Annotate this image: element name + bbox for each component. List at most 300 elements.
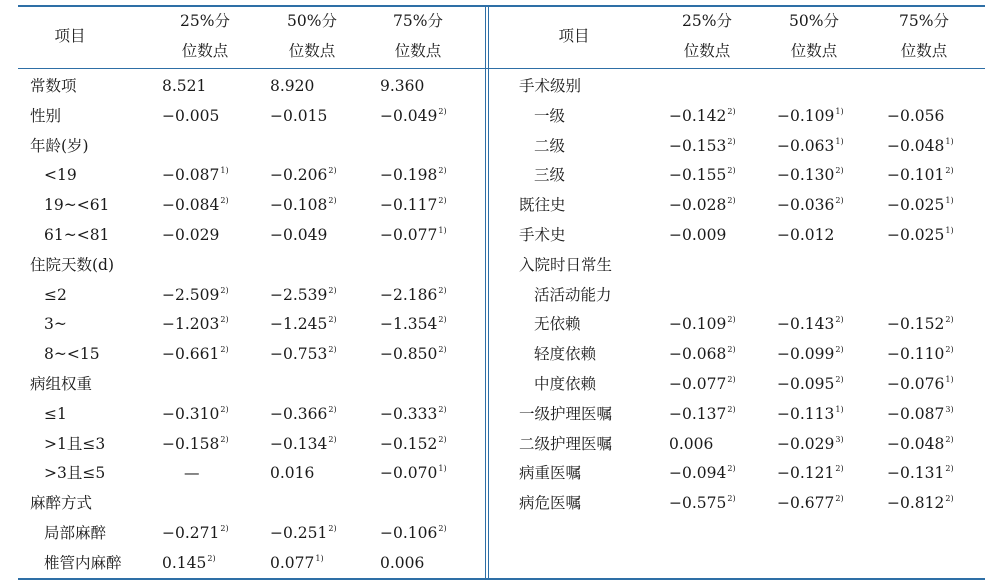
significance-note: 2) <box>328 196 337 206</box>
row-label: 麻醉方式 <box>30 494 93 513</box>
value-cell-q50 <box>270 71 315 101</box>
significance-note: 1) <box>945 375 954 384</box>
value-number: −0.077 <box>669 375 727 393</box>
header-q25-line2: 位数点 <box>181 42 229 60</box>
significance-note: 1) <box>835 404 844 414</box>
significance-note: 1) <box>945 226 954 235</box>
table-row <box>489 160 1000 190</box>
table-row <box>0 518 485 548</box>
significance-note: 2) <box>220 524 229 533</box>
significance-note: 1) <box>835 136 844 146</box>
value-cell-q75 <box>887 429 954 459</box>
row-label: 既往史 <box>519 196 566 215</box>
value-cell-q75 <box>887 101 945 131</box>
value-cell-q75 <box>380 339 447 369</box>
row-label: ≤2 <box>44 285 67 304</box>
table-row <box>0 548 485 578</box>
right-header <box>489 6 1000 68</box>
value-number: −0.029 <box>777 434 835 453</box>
value-cell-q75 <box>380 548 425 578</box>
header-item: 项目 <box>558 27 590 45</box>
value-number: −0.110 <box>887 345 945 364</box>
value-number: −0.251 <box>270 524 328 542</box>
value-cell-q25 <box>669 309 736 339</box>
row-label: 三级 <box>534 166 566 185</box>
significance-note: 2) <box>438 434 447 444</box>
value-number: −0.677 <box>777 494 835 513</box>
significance-note: 2) <box>945 464 954 474</box>
value-cell-q50 <box>270 309 337 339</box>
value-cell-q75 <box>380 458 447 488</box>
significance-note: 2) <box>438 285 447 295</box>
value-number: −0.025 <box>887 226 945 244</box>
value-cell-q50 <box>270 399 337 429</box>
significance-note: 2) <box>945 345 954 355</box>
table-row <box>0 429 485 459</box>
value-number: −0.076 <box>887 375 945 393</box>
value-number: −1.203 <box>162 315 220 334</box>
value-cell-q25 <box>669 190 736 220</box>
value-cell-q75 <box>887 190 954 220</box>
value-cell-q25 <box>162 131 163 161</box>
value-cell-q50 <box>270 488 271 518</box>
value-cell-q25 <box>669 369 736 399</box>
significance-note: 2) <box>727 315 736 325</box>
value-cell-q50 <box>270 548 324 578</box>
significance-note: 2) <box>438 106 447 116</box>
value-cell-q50 <box>270 429 337 459</box>
value-cell-q50 <box>777 458 844 488</box>
value-number: −0.048 <box>887 434 945 453</box>
value-number: −0.095 <box>777 375 835 393</box>
value-number: −0.109 <box>777 106 835 125</box>
value-cell-q25 <box>162 280 229 310</box>
table-row <box>489 458 1000 488</box>
significance-note: 2) <box>328 285 337 295</box>
table-row <box>0 190 485 220</box>
value-cell-q25 <box>669 250 670 280</box>
table-row <box>489 309 1000 339</box>
table-row <box>489 280 1000 310</box>
value-cell-q50 <box>270 160 337 190</box>
value-cell-q75 <box>887 220 954 250</box>
value-cell-q25 <box>162 488 163 518</box>
table-row <box>489 250 1000 280</box>
significance-note: 2) <box>727 464 736 474</box>
significance-note: 1) <box>438 226 447 235</box>
header-q75-line2: 位数点 <box>900 42 948 60</box>
value-number: −0.850 <box>380 345 438 364</box>
significance-note: 2) <box>438 404 447 414</box>
row-label: 轻度依赖 <box>534 345 597 364</box>
value-cell-q50 <box>777 190 844 220</box>
table-row <box>0 220 485 250</box>
value-number: −2.539 <box>270 285 328 304</box>
value-cell-q50 <box>777 160 844 190</box>
value-number: −0.025 <box>887 196 945 215</box>
row-label: <19 <box>44 166 77 185</box>
row-label: 一级护理医嘱 <box>519 404 613 423</box>
value-cell-q25 <box>669 131 736 161</box>
significance-note: 2) <box>207 553 216 563</box>
value-number: −0.056 <box>887 106 945 125</box>
row-label: 住院天数(d) <box>30 255 115 274</box>
value-number: −0.108 <box>270 196 328 215</box>
significance-note: 2) <box>835 494 844 504</box>
row-label: 61~<81 <box>44 226 110 244</box>
row-label: 中度依赖 <box>534 375 597 393</box>
significance-note: 3) <box>835 434 844 444</box>
significance-note: 2) <box>727 136 736 146</box>
table-row <box>489 101 1000 131</box>
significance-note: 1) <box>835 106 844 116</box>
row-label: 无依赖 <box>534 315 581 334</box>
header-item: 项目 <box>54 27 86 45</box>
table-row <box>0 369 485 399</box>
value-number: 0.006 <box>669 434 714 453</box>
value-number: −1.354 <box>380 315 438 334</box>
header-q25-line2: 位数点 <box>683 42 731 60</box>
value-number: −0.015 <box>270 106 328 125</box>
value-number: −0.121 <box>777 464 835 483</box>
significance-note: 2) <box>727 166 736 176</box>
significance-note: 2) <box>945 315 954 325</box>
significance-note: 2) <box>438 196 447 206</box>
header-q75-line2: 位数点 <box>394 42 442 60</box>
value-number: −0.206 <box>270 166 328 185</box>
value-cell-q50 <box>777 309 844 339</box>
row-label: 8~<15 <box>44 345 100 364</box>
significance-note: 2) <box>328 434 337 444</box>
row-label: ≤1 <box>44 404 67 423</box>
table-row <box>489 369 1000 399</box>
value-number: −0.152 <box>380 434 438 453</box>
value-cell-q75 <box>380 71 425 101</box>
significance-note: 2) <box>328 524 337 533</box>
row-label: 性别 <box>30 106 62 125</box>
significance-note: 2) <box>835 166 844 176</box>
value-cell-q25 <box>669 220 727 250</box>
value-cell-q25 <box>669 71 670 101</box>
row-label: 病重医嘱 <box>519 464 582 483</box>
significance-note: 1) <box>945 136 954 146</box>
significance-note: 2) <box>835 345 844 355</box>
value-number: −0.099 <box>777 345 835 364</box>
value-cell-q50 <box>270 220 328 250</box>
value-number: −0.084 <box>162 196 220 215</box>
value-number: −0.048 <box>887 136 945 155</box>
row-label: 一级 <box>534 106 566 125</box>
row-label: 手术史 <box>519 226 566 244</box>
header-q50-line2: 位数点 <box>288 42 336 60</box>
significance-note: 2) <box>438 345 447 355</box>
value-cell-q75 <box>380 429 447 459</box>
value-number: −0.028 <box>669 196 727 215</box>
value-cell-q50 <box>270 369 271 399</box>
value-cell-q50 <box>270 339 337 369</box>
table-row <box>0 250 485 280</box>
significance-note: 2) <box>328 345 337 355</box>
value-number: −0.077 <box>380 226 438 244</box>
value-number: −0.575 <box>669 494 727 513</box>
table-row <box>489 220 1000 250</box>
value-number: 8.521 <box>162 77 207 95</box>
value-number: −0.753 <box>270 345 328 364</box>
value-cell-q25 <box>669 280 670 310</box>
value-cell-q25 <box>162 339 229 369</box>
value-cell-q50 <box>777 369 844 399</box>
value-cell-q25 <box>162 369 163 399</box>
value-cell-q50 <box>777 399 844 429</box>
row-label: 二级护理医嘱 <box>519 434 613 453</box>
center-divider <box>485 5 486 580</box>
value-number: −0.070 <box>380 464 438 483</box>
significance-note: 2) <box>835 196 844 206</box>
value-number: 0.145 <box>162 553 207 572</box>
significance-note: 2) <box>220 345 229 355</box>
value-cell-q75 <box>380 369 381 399</box>
value-cell-q75 <box>887 369 954 399</box>
significance-note: 2) <box>835 375 844 384</box>
value-number: −0.142 <box>669 106 727 125</box>
value-cell-q25 <box>162 160 229 190</box>
significance-note: 2) <box>727 494 736 504</box>
value-cell-q75 <box>380 220 447 250</box>
value-number: −0.049 <box>380 106 438 125</box>
value-cell-q75 <box>887 458 954 488</box>
row-label: 二级 <box>534 136 566 155</box>
table-row <box>0 101 485 131</box>
value-cell-q75 <box>380 280 447 310</box>
header-q25-line1: 25%分 <box>180 12 230 30</box>
significance-note: 2) <box>438 524 447 533</box>
table-row <box>489 399 1000 429</box>
significance-note: 2) <box>835 315 844 325</box>
row-label: 年龄(岁) <box>30 136 89 155</box>
header-q75-line1: 75%分 <box>393 12 443 30</box>
value-number: −0.005 <box>162 106 220 125</box>
table-row <box>0 488 485 518</box>
value-number: −0.131 <box>887 464 945 483</box>
value-cell-q75 <box>887 309 954 339</box>
value-number: −0.134 <box>270 434 328 453</box>
value-cell-q75 <box>380 309 447 339</box>
value-cell-q75 <box>887 71 888 101</box>
value-cell-q75 <box>380 250 381 280</box>
row-label: 19~<61 <box>44 196 110 215</box>
value-cell-q25 <box>162 250 163 280</box>
significance-note: 2) <box>727 196 736 206</box>
significance-note: 2) <box>220 434 229 444</box>
table-row <box>489 339 1000 369</box>
header-q50-line2: 位数点 <box>790 42 838 60</box>
value-cell-q75 <box>380 518 447 548</box>
significance-note: 2) <box>220 285 229 295</box>
table-row <box>489 429 1000 459</box>
significance-note: 2) <box>220 196 229 206</box>
left-table-panel <box>0 6 485 581</box>
significance-note: 1) <box>315 553 324 563</box>
value-cell-q25 <box>162 429 229 459</box>
header-q50-line1: 50%分 <box>287 12 337 30</box>
row-label: 活活动能力 <box>534 285 612 304</box>
significance-note: 2) <box>328 166 337 176</box>
value-cell-q50 <box>270 190 337 220</box>
table-row <box>0 160 485 190</box>
value-cell-q50 <box>777 131 844 161</box>
value-cell-q75 <box>887 160 954 190</box>
row-label: 手术级别 <box>519 77 582 95</box>
value-number: 0.016 <box>270 464 315 483</box>
row-label: 常数项 <box>30 77 77 95</box>
value-number: −0.068 <box>669 345 727 364</box>
significance-note: 2) <box>438 315 447 325</box>
table-row <box>489 131 1000 161</box>
value-cell-q75 <box>380 131 381 161</box>
value-cell-q25 <box>669 101 736 131</box>
value-number: −1.245 <box>270 315 328 334</box>
value-number: −0.106 <box>380 524 438 542</box>
value-number: −0.143 <box>777 315 835 334</box>
value-cell-q50 <box>777 488 844 518</box>
significance-note: 2) <box>727 106 736 116</box>
significance-note: 2) <box>328 404 337 414</box>
value-number: −0.009 <box>669 226 727 244</box>
value-number: 9.360 <box>380 77 425 95</box>
value-number: −2.186 <box>380 285 438 304</box>
value-cell-q75 <box>380 399 447 429</box>
value-cell-q50 <box>270 131 271 161</box>
value-cell-q50 <box>270 518 337 548</box>
value-number: 0.006 <box>380 553 425 572</box>
value-cell-q75 <box>380 160 447 190</box>
value-cell-q75 <box>380 190 447 220</box>
value-cell-q50 <box>777 280 778 310</box>
table-row <box>0 458 485 488</box>
value-number: −0.366 <box>270 404 328 423</box>
table-row <box>0 280 485 310</box>
value-number: 8.920 <box>270 77 315 95</box>
value-cell-q50 <box>270 280 337 310</box>
value-number: −0.029 <box>162 226 220 244</box>
significance-note: 2) <box>727 375 736 384</box>
value-cell-q50 <box>777 71 778 101</box>
value-cell-q25 <box>669 399 736 429</box>
value-number: −0.130 <box>777 166 835 185</box>
value-number: — <box>184 464 200 483</box>
header-q75-line1: 75%分 <box>899 12 949 30</box>
significance-note: 1) <box>438 464 447 474</box>
table-row <box>0 339 485 369</box>
value-number: −0.137 <box>669 404 727 423</box>
value-number: −0.152 <box>887 315 945 334</box>
value-cell-q75 <box>380 488 381 518</box>
value-number: −0.109 <box>669 315 727 334</box>
left-header <box>0 6 485 68</box>
table-row <box>489 71 1000 101</box>
row-label: >3且≤5 <box>44 464 106 483</box>
value-cell-q25 <box>162 518 229 548</box>
significance-note: 2) <box>945 166 954 176</box>
row-label: 入院时日常生 <box>519 255 613 274</box>
significance-note: 2) <box>727 404 736 414</box>
row-label: 病组权重 <box>30 375 93 393</box>
value-cell-q25 <box>162 309 229 339</box>
row-label: 3~ <box>44 315 67 334</box>
value-cell-q50 <box>270 101 328 131</box>
value-number: 0.077 <box>270 553 315 572</box>
significance-note: 2) <box>438 166 447 176</box>
significance-note: 2) <box>328 315 337 325</box>
value-cell-q50 <box>777 220 835 250</box>
significance-note: 2) <box>945 494 954 504</box>
value-cell-q25 <box>162 548 216 578</box>
table-row <box>489 488 1000 518</box>
value-cell-q25 <box>162 399 229 429</box>
value-cell-q50 <box>777 250 778 280</box>
significance-note: 2) <box>835 464 844 474</box>
value-cell-q25 <box>669 488 736 518</box>
value-number: −0.198 <box>380 166 438 185</box>
value-cell-q75 <box>887 399 954 429</box>
value-number: −0.094 <box>669 464 727 483</box>
value-cell-q75 <box>887 250 888 280</box>
value-number: −0.101 <box>887 166 945 185</box>
value-cell-q50 <box>270 250 271 280</box>
value-cell-q25 <box>669 458 736 488</box>
value-cell-q25 <box>162 71 207 101</box>
right-table-panel <box>489 6 1000 581</box>
value-number: −0.049 <box>270 226 328 244</box>
row-label: 病危医嘱 <box>519 494 582 513</box>
significance-note: 2) <box>220 404 229 414</box>
value-number: −0.117 <box>380 196 438 215</box>
value-number: −0.113 <box>777 404 835 423</box>
table-row <box>489 190 1000 220</box>
value-number: −2.509 <box>162 285 220 304</box>
value-cell-q50 <box>270 458 315 488</box>
significance-note: 2) <box>945 434 954 444</box>
value-cell-q50 <box>777 429 844 459</box>
value-number: −0.036 <box>777 196 835 215</box>
row-label: 局部麻醉 <box>44 524 107 542</box>
value-number: −0.012 <box>777 226 835 244</box>
header-q50-line1: 50%分 <box>789 12 839 30</box>
header-q25-line1: 25%分 <box>682 12 732 30</box>
value-cell-q75 <box>887 488 954 518</box>
value-cell-q25 <box>162 101 220 131</box>
value-cell-q50 <box>777 101 844 131</box>
significance-note: 1) <box>945 196 954 206</box>
value-number: −0.063 <box>777 136 835 155</box>
row-label: 椎管内麻醉 <box>44 553 122 572</box>
value-cell-q50 <box>777 339 844 369</box>
value-number: −0.310 <box>162 404 220 423</box>
value-cell-q25 <box>669 429 714 459</box>
significance-note: 1) <box>220 166 229 176</box>
significance-note: 2) <box>220 315 229 325</box>
value-cell-q25 <box>184 458 201 488</box>
value-number: −0.087 <box>887 404 945 423</box>
value-cell-q25 <box>162 220 220 250</box>
row-label: >1且≤3 <box>44 434 106 453</box>
significance-note: 3) <box>945 404 954 414</box>
value-number: −0.812 <box>887 494 945 513</box>
value-cell-q75 <box>887 339 954 369</box>
value-cell-q75 <box>887 280 888 310</box>
value-number: −0.153 <box>669 136 727 155</box>
value-cell-q25 <box>669 160 736 190</box>
